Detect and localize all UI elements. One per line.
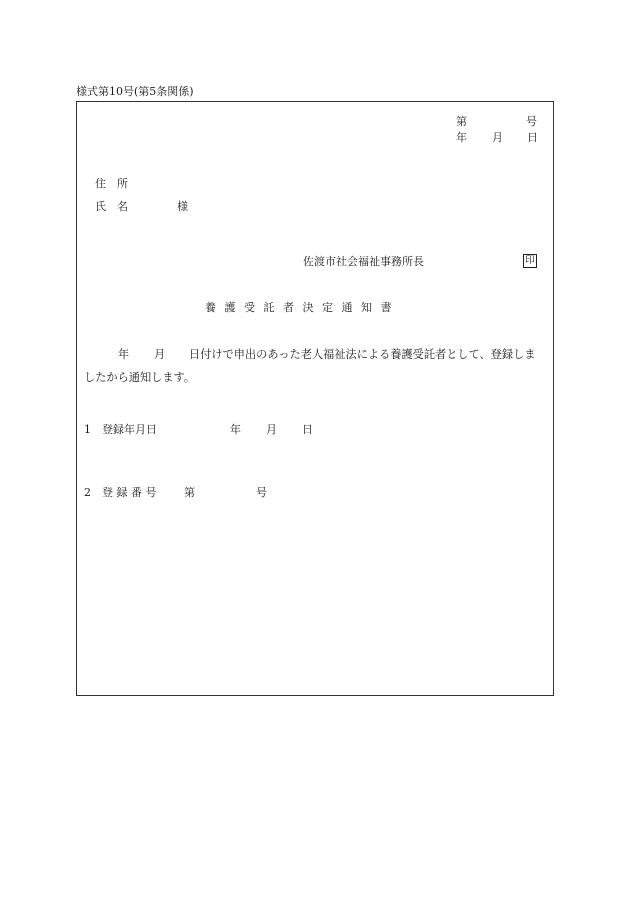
seal-mark: 印 [523, 254, 537, 268]
item-2-number: 2 [84, 486, 91, 499]
item-1-number: 1 [84, 423, 91, 436]
doc-number-prefix: 第 [456, 115, 467, 128]
form-number: 様式第10号(第5条関係) [76, 85, 194, 98]
name-label: 氏 名 [95, 200, 128, 213]
body-line-2: したから通知します。 [84, 371, 195, 384]
body-month: 月 [154, 348, 166, 361]
doc-number-suffix: 号 [526, 115, 537, 128]
item-1-year: 年 [230, 423, 241, 436]
item-2-suffix: 号 [256, 486, 267, 499]
item-2-label: 登 録 番 号 [102, 486, 157, 499]
honorific: 様 [177, 200, 188, 213]
issuer-name: 佐渡市社会福祉事務所長 [303, 255, 424, 268]
item-2-prefix: 第 [184, 486, 195, 499]
form-frame [76, 101, 554, 696]
item-1-label: 登録年月日 [102, 423, 157, 436]
date-year: 年 [456, 131, 467, 144]
document-title: 養護受託者決定通知書 [205, 301, 400, 314]
item-1-day: 日 [302, 423, 313, 436]
date-month: 月 [492, 131, 503, 144]
body-line-1: 日付けで申出のあった老人福祉法による養護受託者として、登録しま [189, 348, 536, 361]
body-year: 年 [118, 348, 130, 361]
date-day: 日 [527, 131, 538, 144]
item-1-month: 月 [266, 423, 277, 436]
address-label: 住 所 [95, 177, 128, 190]
